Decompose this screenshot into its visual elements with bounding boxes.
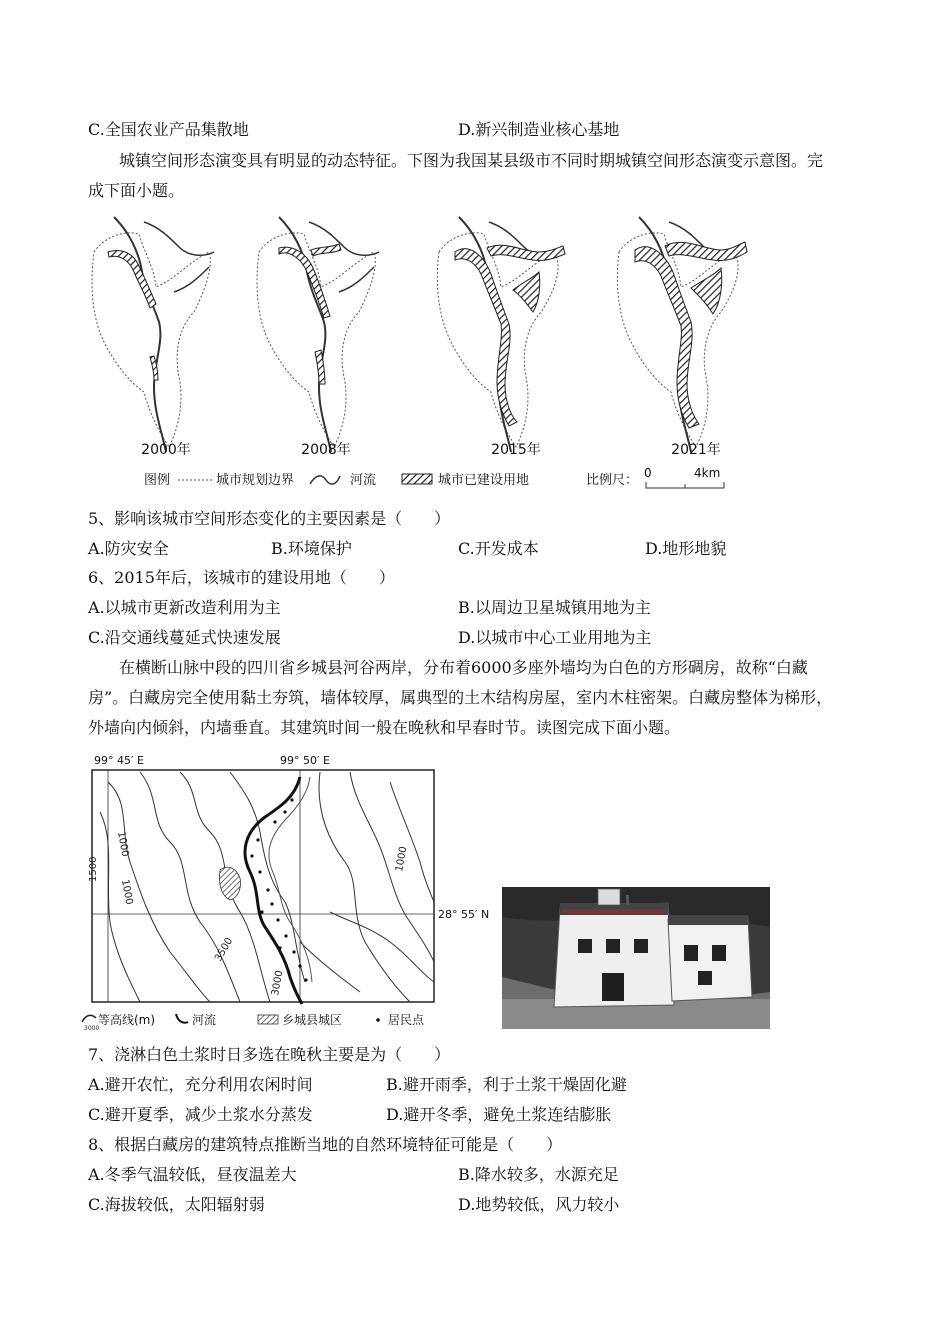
contour-label-3: 1000 [119,878,135,906]
settlement-legend-icon [376,1018,380,1022]
q8-option-c: C.海拔较低，太阳辐射弱 [88,1195,265,1214]
map-panel-2015 [437,217,565,452]
year-label-2000: 2000年 [141,442,191,458]
contour-lines [100,772,434,1002]
q5-option-c: C.开发成本 [458,539,539,558]
q7-stem: 7、浇淋白色土浆时日多选在晚秋主要是为（ ） [88,1045,451,1064]
q6-option-b: B.以周边卫星城镇用地为主 [458,598,651,617]
q5-stem: 5、影响该城市空间形态变化的主要因素是（ ） [88,509,451,528]
scale-start: 0 [644,466,652,480]
q6-option-a: A.以城市更新改造利用为主 [88,598,281,617]
scale-label: 比例尺： [586,473,639,488]
river-bank [269,777,312,982]
longitude-right: 99° 50′ E [280,754,330,767]
passage1-line1: 城镇空间形态演变具有明显的动态特征。下图为我国某县级市不同时期城镇空间形态演变示意图。完 [119,151,824,170]
year-label-2021: 2021年 [671,442,721,458]
q8-option-b: B.降水较多，水源充足 [458,1165,619,1184]
county-seat-area [219,867,240,900]
river-legend-icon-2 [176,1014,188,1023]
q8-option-a: A.冬季气温较低，昼夜温差大 [88,1165,297,1184]
q4-option-d: D.新兴制造业核心基地 [458,120,620,139]
q5-option-d: D.地形地貌 [645,539,727,558]
q5-option-a: A.防灾安全 [88,539,169,558]
q7-option-b: B.避开雨季，利于土浆干燥固化避 [386,1075,627,1094]
legend-settlement: 居民点 [388,1013,425,1027]
passage2-line2: 房”。白藏房完全使用黏土夯筑，墙体较厚，属典型的土木结构房屋，室内木柱密架。白藏房整体为梯形， [88,688,833,707]
q7-option-c: C.避开夏季，减少土浆水分蒸发 [88,1105,313,1124]
passage2-line3: 外墙向内倾斜，内墙垂直。其建筑时间一般在晚秋和早春时节。读图完成下面小题。 [88,718,681,737]
legend-title: 图例 [144,473,171,488]
scale-end: 4km [694,466,721,480]
map-panel-2021 [617,217,747,452]
q7-option-d: D.避开冬季，避免土浆连结膨胀 [386,1105,612,1124]
q7-option-a: A.避开农忙，充分利用农闲时间 [88,1075,313,1094]
urban-evolution-figure [84,212,764,502]
q4-option-c: C.全国农业产品集散地 [88,120,249,139]
passage2-line1: 在横断山脉中段的四川省乡城县河谷两岸，分布着6000多座外墙均为白色的方形碉房，故称“白藏 [119,658,808,677]
legend-county: 乡城县城区 [282,1013,343,1027]
year-label-2015: 2015年 [491,442,541,458]
q6-stem: 6、2015年后，该城市的建设用地（ ） [88,568,395,587]
legend-built: 城市已建设用地 [438,473,530,488]
legend-river: 河流 [350,473,377,488]
contour-label-1: 1000 [115,830,131,858]
q6-option-c: C.沿交通线蔓延式快速发展 [88,628,281,647]
legend-contour: 等高线(m) [98,1013,156,1027]
contour-label-2: 1500 [88,856,99,882]
legend-boundary: 城市规划边界 [216,473,295,488]
longitude-left: 99° 45′ E [94,754,144,767]
contour-label-4: 1000 [394,845,410,873]
scale-bar [646,482,724,488]
contour-map [80,752,500,1032]
built-land-legend-icon [402,474,432,484]
map-panel-2008 [257,217,379,452]
q6-option-d: D.以城市中心工业用地为主 [458,628,652,647]
q8-option-d: D.地势较低，风力较小 [458,1195,620,1214]
figure2-legend [82,1012,425,1032]
figure1-legend [144,466,724,488]
contour-legend-value: 3000 [84,1025,100,1032]
passage1-line2: 成下面小题。 [88,181,185,200]
county-legend-icon [258,1015,278,1024]
map-frame [92,770,434,1002]
q8-stem: 8、根据白藏房的建筑特点推断当地的自然环境特征可能是（ ） [88,1135,563,1154]
latitude-label: 28° 55′ N [438,908,490,921]
q5-option-b: B.环境保护 [271,539,352,558]
river-legend-icon [310,476,340,484]
contour-label-5: 3500 [213,935,236,964]
year-label-2008: 2008年 [301,442,351,458]
contour-label-6: 3000 [270,969,286,997]
contour-legend-icon [82,1015,96,1022]
white-tibetan-house-photo [502,887,770,1029]
legend-river-2: 河流 [192,1013,217,1027]
map-panel-2000 [92,217,214,452]
